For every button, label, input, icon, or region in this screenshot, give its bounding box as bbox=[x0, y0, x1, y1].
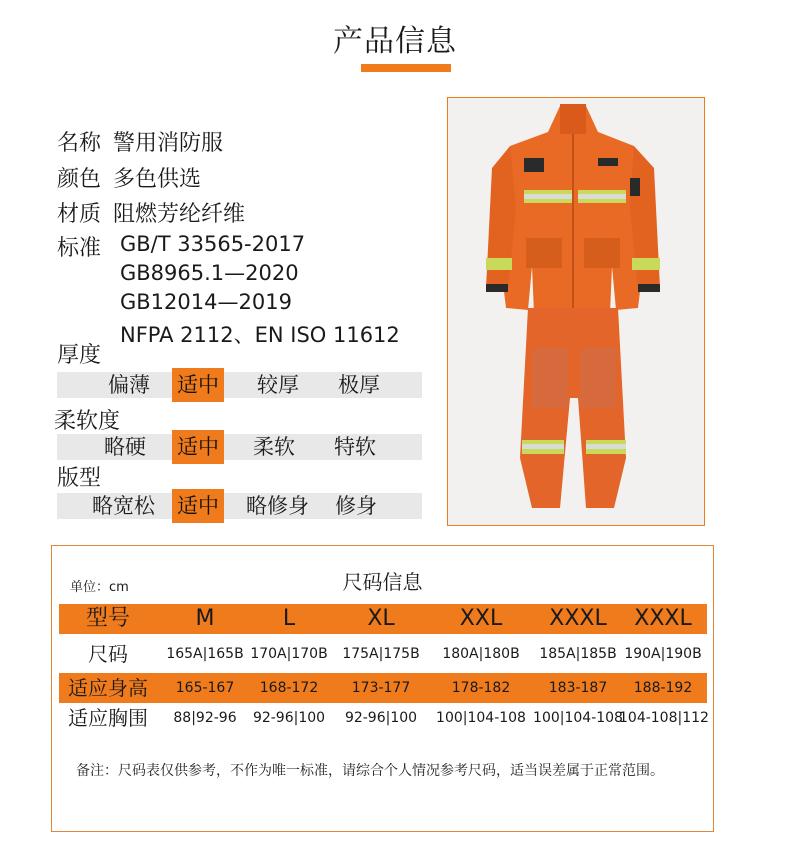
option-bar-softness bbox=[57, 434, 422, 460]
size-cell: M bbox=[195, 606, 215, 631]
option-choice[interactable]: 略宽松 bbox=[92, 494, 155, 518]
option-bar-thickness bbox=[57, 372, 422, 398]
data-cell: 183-187 bbox=[548, 680, 608, 696]
size-cell: L bbox=[282, 606, 296, 631]
title-underline bbox=[361, 64, 451, 72]
data-cell: 92-96|100 bbox=[344, 710, 418, 726]
option-choice[interactable]: 略硬 bbox=[104, 435, 146, 459]
size-table-title: 尺码信息 bbox=[342, 570, 423, 594]
table-header-row bbox=[59, 604, 707, 634]
spec-value: 警用消防服 bbox=[113, 131, 224, 156]
page-title: 产品信息 bbox=[333, 24, 457, 59]
standard-line: NFPA 2112、EN ISO 11612 bbox=[120, 323, 400, 347]
size-cell: XXXL bbox=[634, 606, 692, 631]
option-bar-fit bbox=[57, 493, 422, 519]
option-label-fit: 版型 bbox=[57, 466, 102, 491]
option-choice[interactable]: 极厚 bbox=[338, 373, 380, 397]
option-label-softness: 柔软度 bbox=[54, 409, 121, 434]
data-cell: 170A|170B bbox=[250, 646, 328, 662]
row-label: 适应胸围 bbox=[68, 706, 148, 730]
size-cell: XXXL bbox=[549, 606, 607, 631]
data-cell: 168-172 bbox=[259, 680, 319, 696]
size-cell: XXL bbox=[459, 606, 503, 631]
option-choice[interactable]: 较厚 bbox=[257, 373, 299, 397]
firefighter-suit-image bbox=[448, 98, 705, 526]
data-cell: 104-108|112 bbox=[619, 710, 709, 726]
table-row bbox=[59, 703, 707, 733]
option-choice[interactable]: 特软 bbox=[334, 435, 376, 459]
option-choice[interactable]: 柔软 bbox=[253, 435, 295, 459]
data-cell: 165-167 bbox=[175, 680, 235, 696]
data-cell: 180A|180B bbox=[442, 646, 520, 662]
data-cell: 88|92-96 bbox=[173, 710, 237, 726]
unit-label: 单位：cm bbox=[70, 580, 129, 595]
data-cell: 188-192 bbox=[633, 680, 693, 696]
data-cell: 100|104-108 bbox=[436, 710, 526, 726]
spec-color bbox=[57, 162, 201, 193]
data-cell: 173-177 bbox=[351, 680, 411, 696]
option-choice[interactable]: 偏薄 bbox=[108, 373, 150, 397]
option-choice[interactable]: 略修身 bbox=[246, 494, 309, 518]
option-choice[interactable]: 修身 bbox=[335, 494, 377, 518]
data-cell: 185A|185B bbox=[539, 646, 617, 662]
standard-line: GB/T 33565-2017 bbox=[120, 232, 306, 256]
data-cell: 190A|190B bbox=[624, 646, 702, 662]
product-photo bbox=[447, 97, 705, 526]
header-label: 型号 bbox=[85, 606, 130, 631]
data-cell: 100|104-108 bbox=[533, 710, 623, 726]
spec-material bbox=[57, 197, 245, 228]
spec-value: 阻燃芳纶纤维 bbox=[113, 202, 246, 227]
data-cell: 165A|165B bbox=[166, 646, 244, 662]
spec-key: 名称 bbox=[57, 131, 102, 156]
table-row bbox=[59, 639, 707, 669]
spec-key: 材质 bbox=[57, 202, 102, 227]
option-choice-selected[interactable]: 适中 bbox=[172, 489, 224, 523]
standard-line: GB8965.1—2020 bbox=[120, 261, 299, 285]
option-choice-selected[interactable]: 适中 bbox=[172, 430, 224, 464]
option-choice-selected[interactable]: 适中 bbox=[172, 368, 224, 402]
spec-key: 颜色 bbox=[57, 167, 102, 192]
option-label-thickness: 厚度 bbox=[57, 343, 102, 368]
data-cell: 178-182 bbox=[451, 680, 511, 696]
row-label: 尺码 bbox=[88, 642, 128, 666]
data-cell: 92-96|100 bbox=[252, 710, 326, 726]
size-table-box bbox=[51, 545, 714, 832]
size-cell: XL bbox=[367, 606, 395, 631]
data-cell: 175A|175B bbox=[342, 646, 420, 662]
spec-standard-key: 标准 bbox=[57, 236, 102, 261]
spec-value: 多色供选 bbox=[113, 167, 202, 192]
size-note: 备注：尺码表仅供参考，不作为唯一标准，请综合个人情况参考尺码，适当误差属于正常范围。 bbox=[76, 763, 664, 779]
table-row bbox=[59, 673, 707, 703]
spec-name bbox=[57, 126, 223, 157]
row-label: 适应身高 bbox=[68, 676, 148, 700]
standard-line: GB12014—2019 bbox=[120, 290, 292, 314]
